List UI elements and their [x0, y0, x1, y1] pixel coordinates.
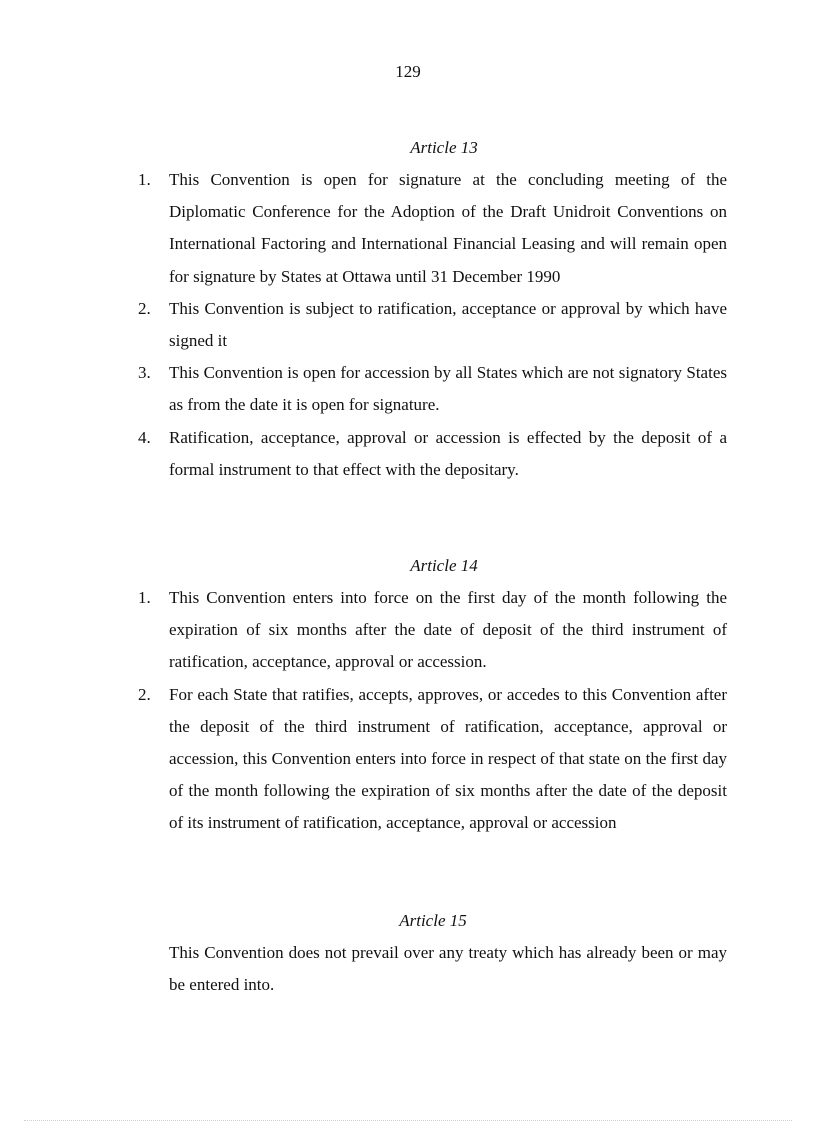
article-13-item-1: [0, 164, 816, 293]
article-14-item-2: [0, 679, 816, 840]
article-15-paragraph: [0, 937, 816, 1001]
article-heading: Article 14: [410, 556, 478, 575]
article-14: [0, 550, 816, 840]
article-15: [0, 905, 816, 1001]
item-text: This Convention is open for signature at the concluding meeting of the Diplomatic Conference for the Adoption of the Draft Unidroit Conventions on International Factoring and International Financial Leasing and will remain open for signature by States at Ottawa until 31 December 1990: [169, 170, 727, 286]
item-text: This Convention enters into force on the first day of the month following the expiration of six months after the date of deposit of the third instrument of ratification, acceptance, approval or accession.: [169, 588, 727, 672]
article-14-item-1: [0, 582, 816, 679]
item-text: For each State that ratifies, accepts, approves, or accedes to this Convention after the deposit of the third instrument of ratification, acceptance, approval or accession, this Convention enters into force in respect of that state on the first day of the month following the expiration of six months after the date of the deposit of its instrument of ratification, acceptance, approval or accession: [169, 684, 727, 833]
article-heading: Article 15: [399, 911, 467, 930]
page-number: 129: [395, 62, 421, 81]
item-number: 2.: [138, 684, 151, 704]
item-text: This Convention is open for accession by all States which are not signatory States as from the date it is open for signature.: [169, 363, 727, 415]
article-heading: Article 13: [410, 138, 478, 157]
item-text: This Convention is subject to ratification, acceptance or approval by which have signed it: [169, 298, 727, 351]
item-text: This Convention does not prevail over any treaty which has already been or may be entered into.: [169, 943, 727, 995]
article-13-item-3: [0, 357, 816, 421]
article-13: [0, 132, 816, 486]
item-number: 3.: [138, 363, 151, 383]
article-13-item-4: [0, 422, 816, 486]
page-bottom-rule: [24, 1120, 792, 1121]
item-number: 1.: [138, 588, 151, 607]
item-number: 1.: [138, 170, 151, 189]
item-text: Ratification, acceptance, approval or accession is effected by the deposit of a formal instrument to that effect with the depositary.: [169, 427, 727, 479]
item-number: 4.: [138, 427, 151, 447]
item-number: 2.: [138, 298, 151, 318]
article-13-item-2: [0, 293, 816, 357]
